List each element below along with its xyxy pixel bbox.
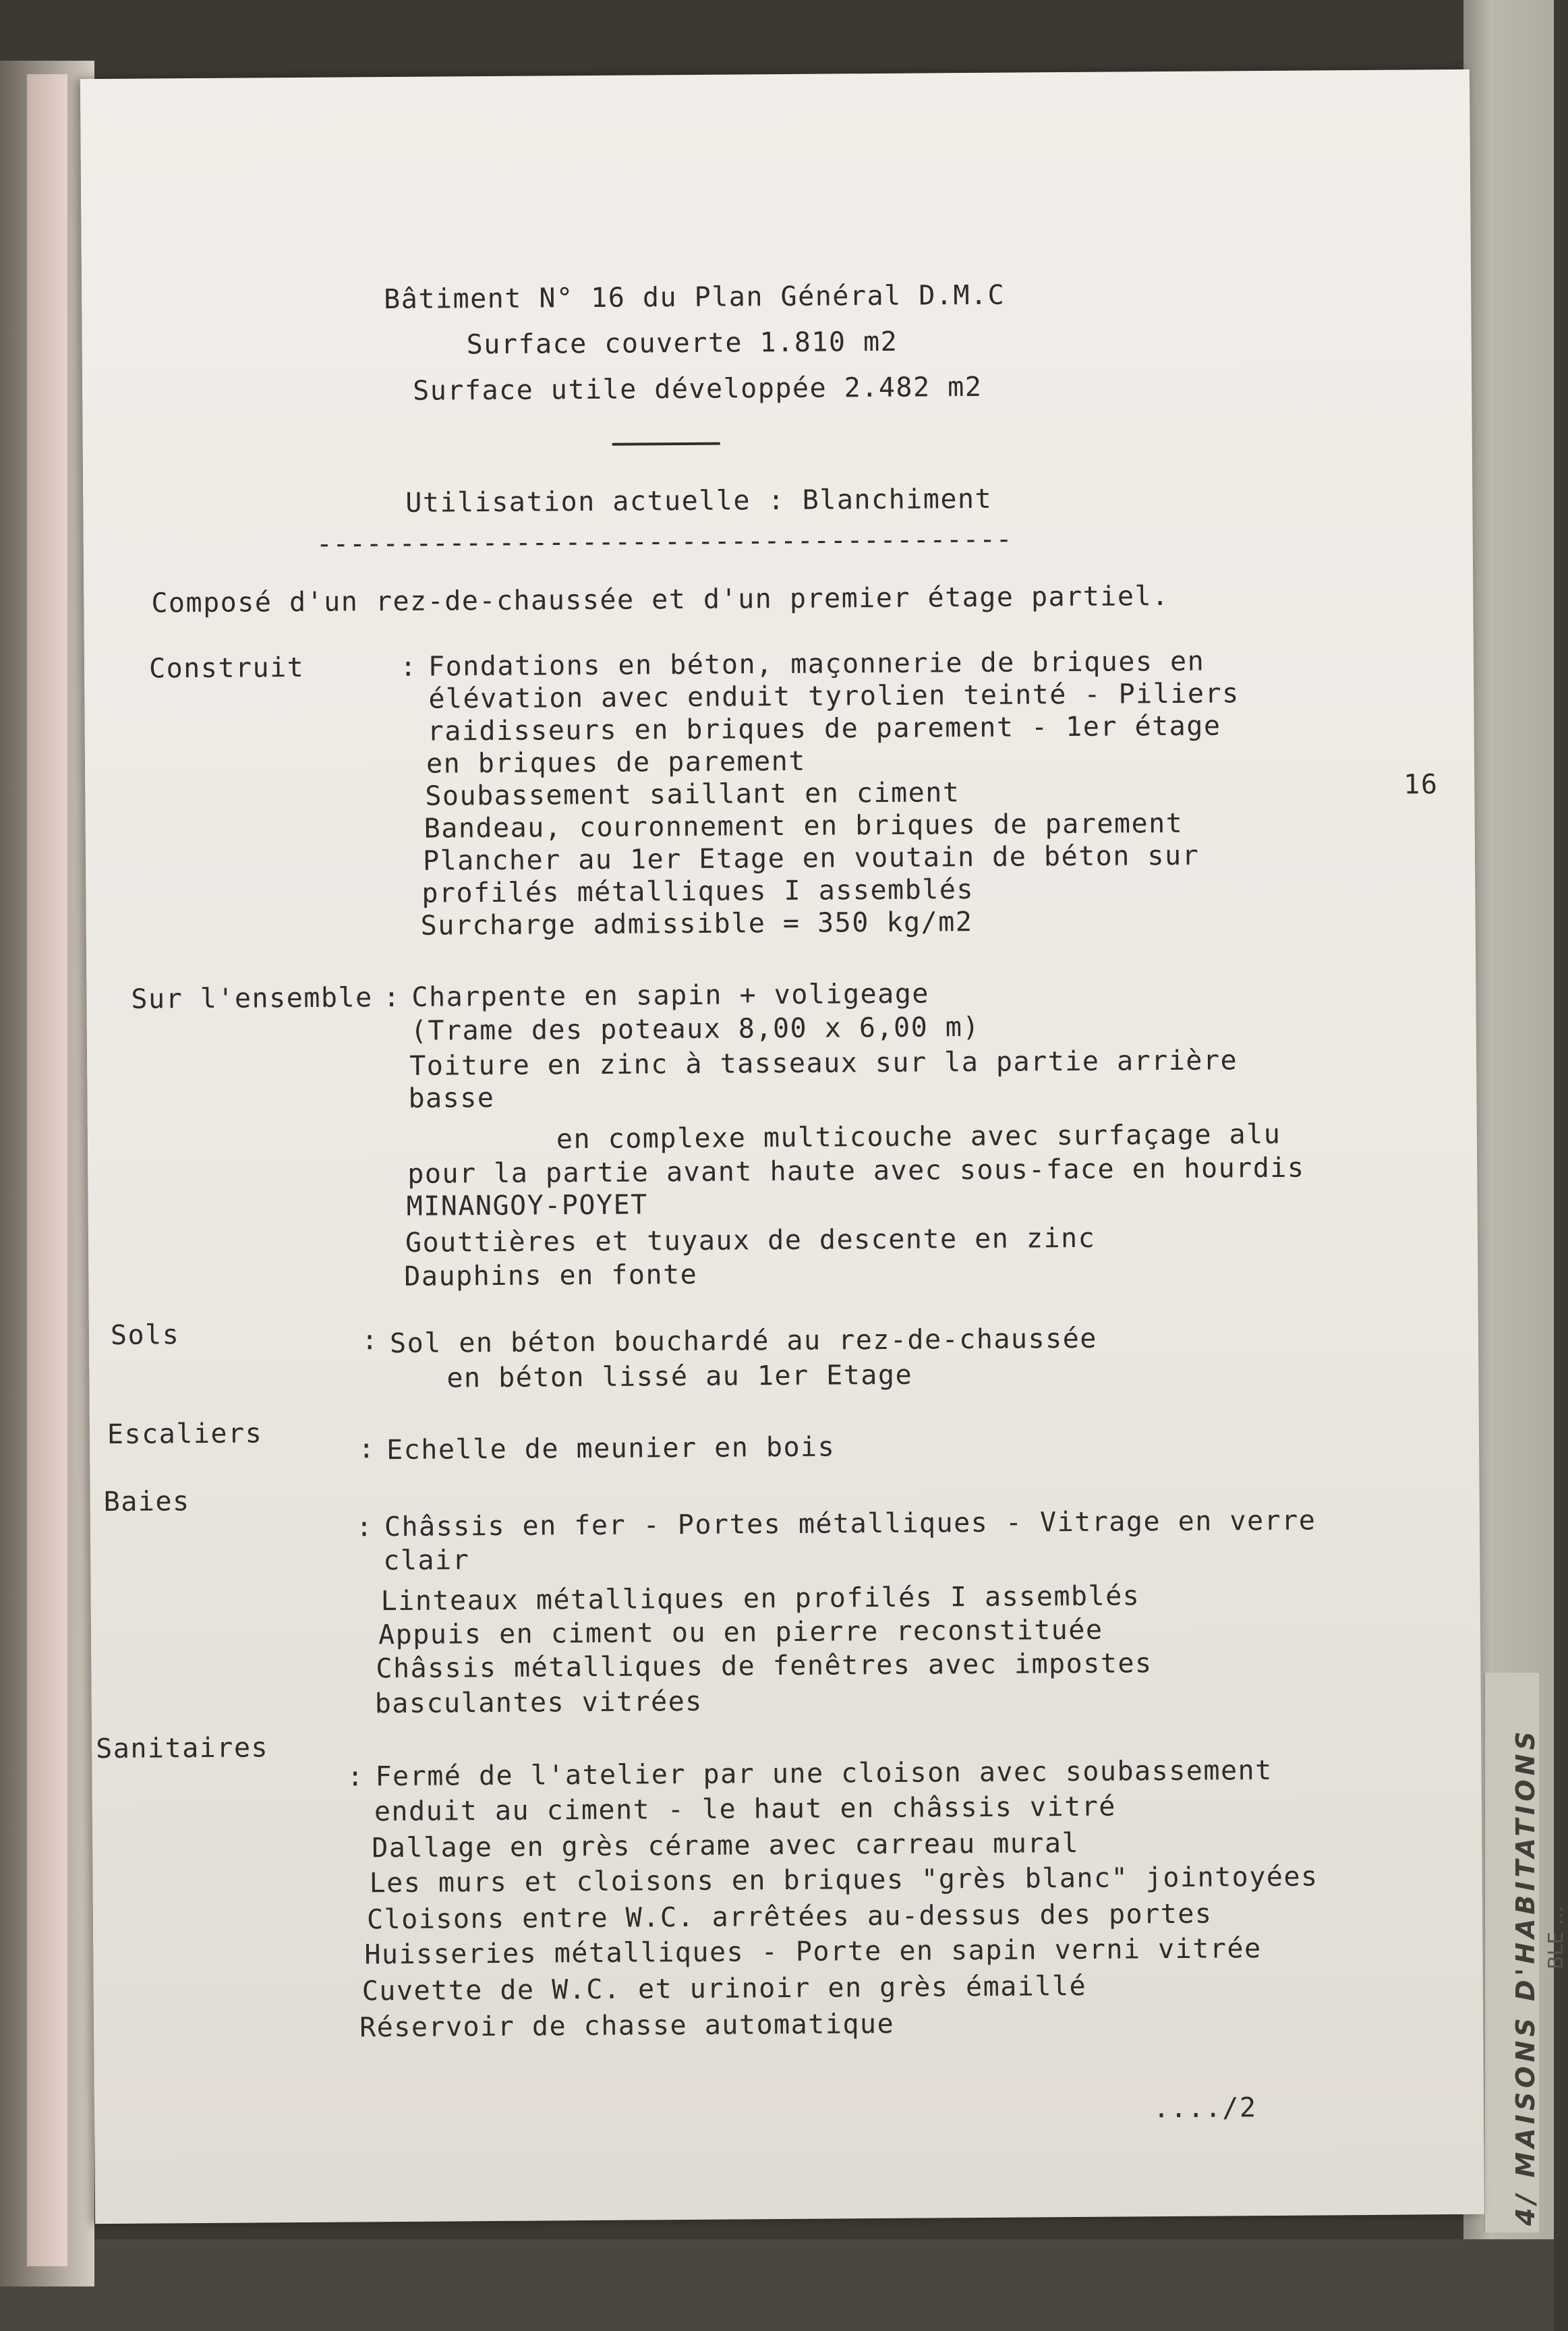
construit-line: Surcharge admissible = 350 kg/m2	[420, 906, 973, 942]
spine-title: 4/ MAISONS D'HABITATIONS	[1511, 1727, 1540, 2226]
sanitaires-line: Cuvette de W.C. et urinoir en grès émaillé	[361, 1970, 1087, 2007]
label-ensemble: Sur l'ensemble	[131, 982, 373, 1015]
sanitaires-line: Cloisons entre W.C. arrêtées au-dessus des portes	[366, 1898, 1213, 1936]
ensemble-line: basse	[408, 1082, 495, 1114]
ensemble-line: pour la partie avant haute avec sous-face en hourdis	[407, 1152, 1305, 1190]
ensemble-line: MINANGOY-POYET	[406, 1189, 648, 1222]
ensemble-line: Charpente en sapin + voligeage	[411, 978, 930, 1013]
sanitaires-line: Les murs et cloisons en briques "grès blanc" jointoyées	[369, 1861, 1318, 1899]
sanitaires-line: Huisseries métalliques - Porte en sapin verni vitrée	[364, 1933, 1262, 1971]
desk-bottom	[0, 2239, 1554, 2331]
construit-line: en briques de parement	[426, 745, 806, 780]
dashed-separator: ------------------------------------------	[316, 523, 1013, 560]
spine-secondary: BLE ...	[1544, 1905, 1568, 1969]
label-sanitaires: Sanitaires	[96, 1732, 269, 1765]
colon-sols: :	[361, 1325, 379, 1356]
label-construit: Construit	[148, 652, 305, 685]
sanitaires-line: Réservoir de chasse automatique	[359, 2008, 895, 2044]
document-page	[80, 69, 1484, 2224]
construit-line: raidisseurs en briques de parement - 1er étage	[427, 710, 1221, 747]
current-usage: Utilisation actuelle : Blanchiment	[405, 483, 993, 519]
construit-line: Fondations en béton, maçonnerie de briques en	[428, 645, 1205, 683]
developed-surface: Surface utile développée 2.482 m2	[413, 371, 983, 407]
colon-baies: :	[355, 1512, 374, 1543]
colon-sanitaires: :	[347, 1761, 365, 1793]
construit-line: Soubassement saillant en ciment	[425, 777, 960, 812]
baies-line: basculantes vitrées	[374, 1686, 703, 1720]
label-escaliers: Escaliers	[107, 1418, 263, 1450]
intro-line: Composé d'un rez-de-chaussée et d'un premier étage partiel.	[151, 580, 1169, 619]
header-rule	[612, 442, 720, 446]
pink-divider-edge	[27, 74, 67, 2266]
covered-surface: Surface couverte 1.810 m2	[466, 326, 898, 361]
baies-line: Linteaux métalliques en profilés I assemblés	[380, 1580, 1140, 1617]
ensemble-line: (Trame des poteaux 8,00 x 6,00 m)	[410, 1011, 981, 1047]
page-continuation: ..../2	[1153, 2092, 1257, 2125]
building-title: Bâtiment N° 16 du Plan Général D.M.C	[384, 279, 1006, 316]
label-baies: Baies	[103, 1486, 190, 1518]
baies-line: Châssis en fer - Portes métalliques - Vitrage en verre	[384, 1505, 1316, 1543]
ensemble-line: Toiture en zinc à tasseaux sur la partie arrière	[409, 1045, 1238, 1082]
label-sols: Sols	[110, 1319, 180, 1351]
ensemble-line: Dauphins en fonte	[404, 1259, 698, 1292]
baies-line: clair	[383, 1545, 470, 1577]
construit-line: Bandeau, couronnement en briques de parement	[424, 807, 1184, 844]
sanitaires-line: Fermé de l'atelier par une cloison avec soubassement	[375, 1754, 1273, 1793]
sols-line: en béton lissé au 1er Etage	[446, 1359, 913, 1394]
colon-escaliers: :	[357, 1433, 376, 1465]
construit-line: profilés métalliques I assemblés	[422, 874, 975, 909]
sanitaires-line: Dallage en grès cérame avec carreau mural	[372, 1827, 1080, 1864]
sanitaires-line: enduit au ciment - le haut en châssis vitré	[374, 1791, 1117, 1828]
colon-ensemble: :	[383, 981, 401, 1014]
sols-line: Sol en béton bouchardé au rez-de-chaussée	[389, 1323, 1098, 1360]
margin-number: 16	[1403, 769, 1439, 801]
ensemble-line: en complexe multicouche avec surfaçage alu	[556, 1118, 1281, 1155]
construit-line: Plancher au 1er Etage en voutain de béton sur	[422, 840, 1200, 877]
baies-line: Appuis en ciment ou en pierre reconstituée	[378, 1614, 1103, 1651]
colon-construit: :	[399, 651, 417, 683]
baies-line: Châssis métalliques de fenêtres avec impostes	[376, 1648, 1153, 1685]
ensemble-line: Gouttières et tuyaux de descente en zinc	[405, 1222, 1096, 1259]
escaliers-line: Echelle de meunier en bois	[386, 1431, 836, 1466]
construit-line: élévation avec enduit tyrolien teinté - Piliers	[428, 678, 1240, 715]
